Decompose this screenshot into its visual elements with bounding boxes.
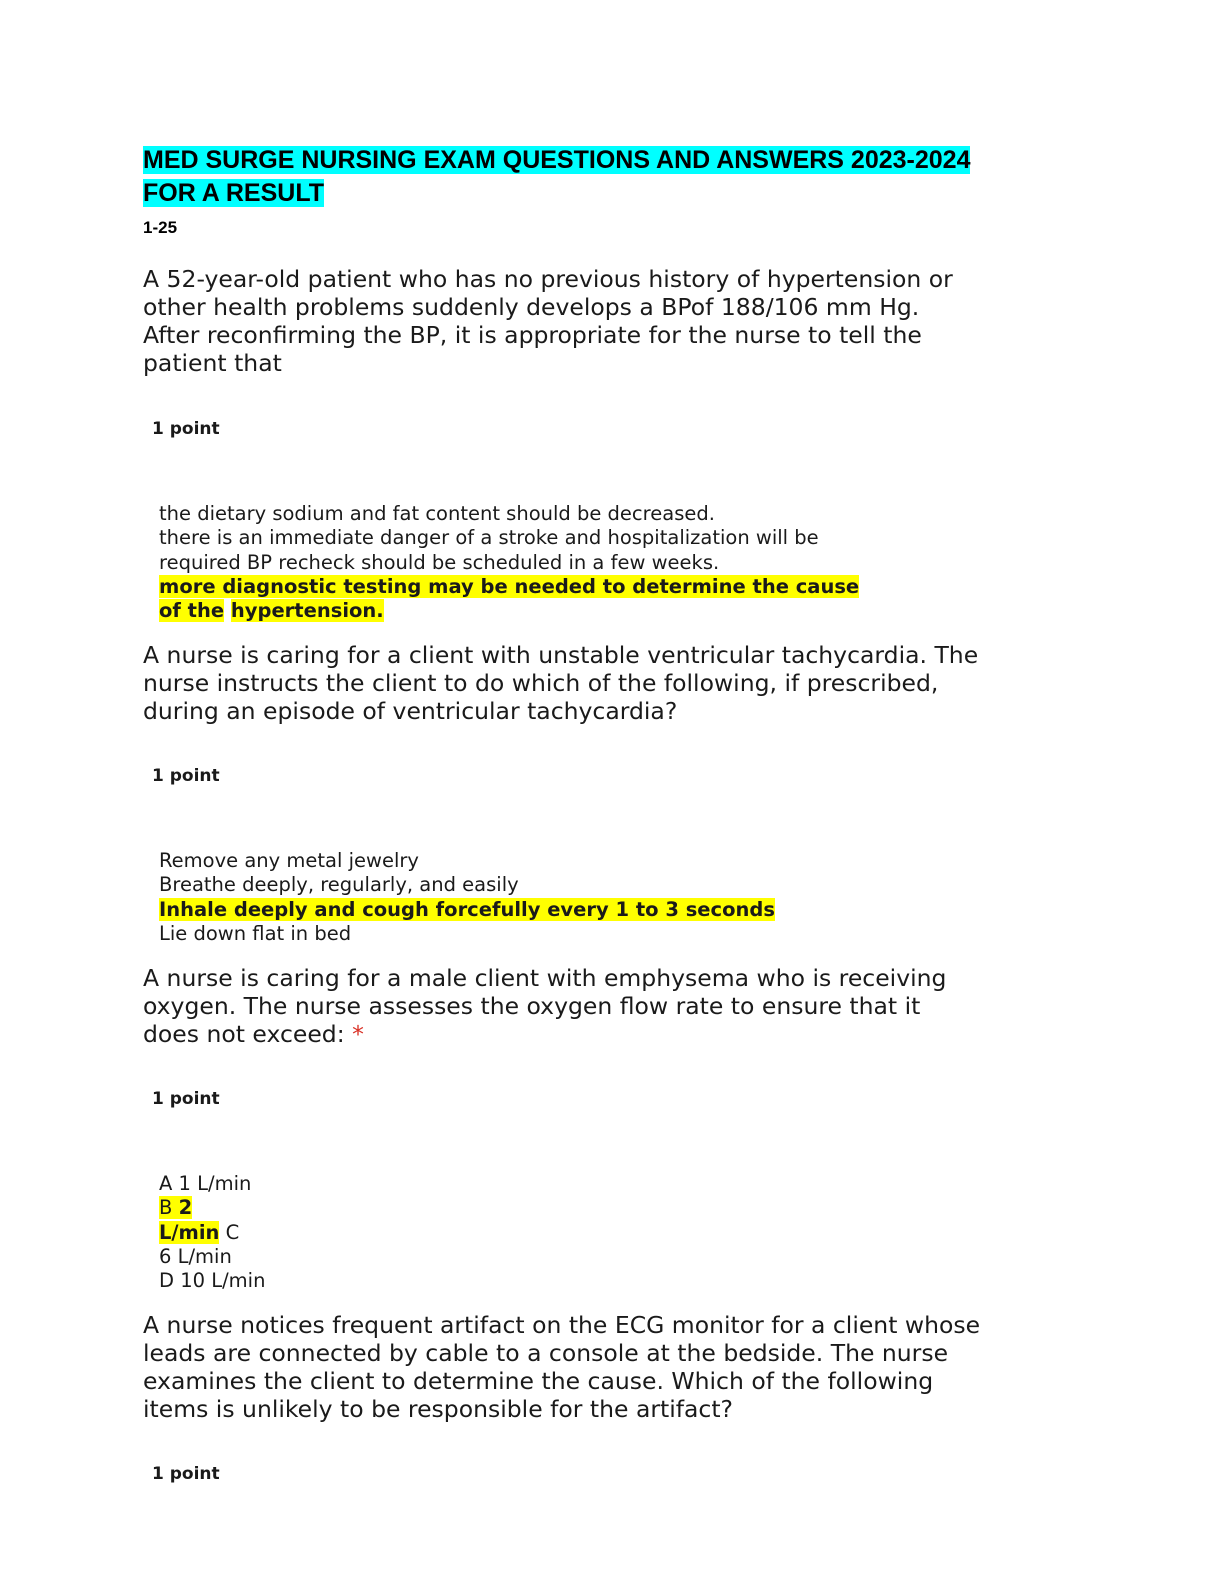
- option: [159, 1221, 1099, 1245]
- option: A 1 L/min: [159, 1172, 252, 1195]
- option: Lie down flat in bed: [159, 921, 352, 945]
- question-1-points: 1 point: [152, 419, 220, 439]
- question-2-text: [143, 641, 1093, 725]
- correct-answer: 2: [178, 1196, 193, 1220]
- correct-answer: hypertension.: [230, 599, 384, 623]
- question-4-points: 1 point: [152, 1464, 220, 1484]
- question-3-text: [143, 964, 1093, 1048]
- question-text-line: leads are connected by cable to a console at the bedside. The nurse: [143, 1339, 949, 1367]
- title-line-1: MED SURGE NURSING EXAM QUESTIONS AND ANSWERS 2023-2024: [143, 146, 971, 174]
- correct-answer-line: [159, 599, 1099, 623]
- option: [159, 1196, 1099, 1220]
- option: Remove any metal jewelry: [159, 849, 419, 872]
- question-1-text: [143, 265, 1093, 377]
- question-3-options: [159, 1172, 1099, 1293]
- question-2-points: 1 point: [152, 766, 220, 786]
- required-mark: *: [352, 1020, 364, 1048]
- correct-answer: of the: [159, 599, 225, 623]
- correct-answer-line: [159, 575, 1099, 599]
- option: Breathe deeply, regularly, and easily: [159, 873, 519, 897]
- option: the dietary sodium and fat content should be decreased.: [159, 502, 715, 525]
- question-text-line: A nurse is caring for a client with unstable ventricular tachycardia. The: [143, 641, 979, 669]
- option: D 10 L/min: [159, 1269, 266, 1293]
- option-letter: C: [225, 1220, 240, 1244]
- question-text-line: After reconfirming the BP, it is appropriate for the nurse to tell the: [143, 321, 922, 349]
- question-4-text: [143, 1311, 1093, 1423]
- question-text-line: does not exceed:: [143, 1020, 345, 1048]
- question-range: 1-25: [143, 218, 178, 237]
- question-3-points: 1 point: [152, 1089, 220, 1109]
- question-text-line: oxygen. The nurse assesses the oxygen flow rate to ensure that it: [143, 992, 921, 1020]
- question-text-line: A nurse notices frequent artifact on the ECG monitor for a client whose: [143, 1311, 981, 1339]
- question-text-line: patient that: [143, 349, 282, 377]
- option-letter: B: [159, 1196, 173, 1220]
- document-title: [143, 144, 1093, 210]
- question-1-options: [159, 502, 1099, 623]
- correct-answer-unit: L/min: [159, 1220, 220, 1244]
- question-text-line: items is unlikely to be responsible for the artifact?: [143, 1395, 734, 1423]
- question-text-line: A nurse is caring for a male client with emphysema who is receiving: [143, 964, 947, 992]
- question-text-line: other health problems suddenly develops a BPof 188/106 mm Hg.: [143, 293, 920, 321]
- question-2-options: [159, 849, 1099, 946]
- option: 6 L/min: [159, 1244, 232, 1268]
- question-text-line: examines the client to determine the cause. Which of the following: [143, 1367, 934, 1395]
- correct-answer-line: [159, 898, 1099, 922]
- question-text-line: A 52-year-old patient who has no previous history of hypertension or: [143, 265, 953, 293]
- option: required BP recheck should be scheduled in a few weeks.: [159, 550, 720, 574]
- correct-answer: more diagnostic testing may be needed to determine the cause: [159, 574, 860, 598]
- title-line-2: FOR A RESULT: [143, 179, 325, 207]
- correct-answer: Inhale deeply and cough forcefully every 1 to 3 seconds: [159, 897, 775, 921]
- question-text-line: during an episode of ventricular tachycardia?: [143, 697, 678, 725]
- option: there is an immediate danger of a stroke and hospitalization will be: [159, 526, 819, 550]
- question-text-line: nurse instructs the client to do which of the following, if prescribed,: [143, 669, 939, 697]
